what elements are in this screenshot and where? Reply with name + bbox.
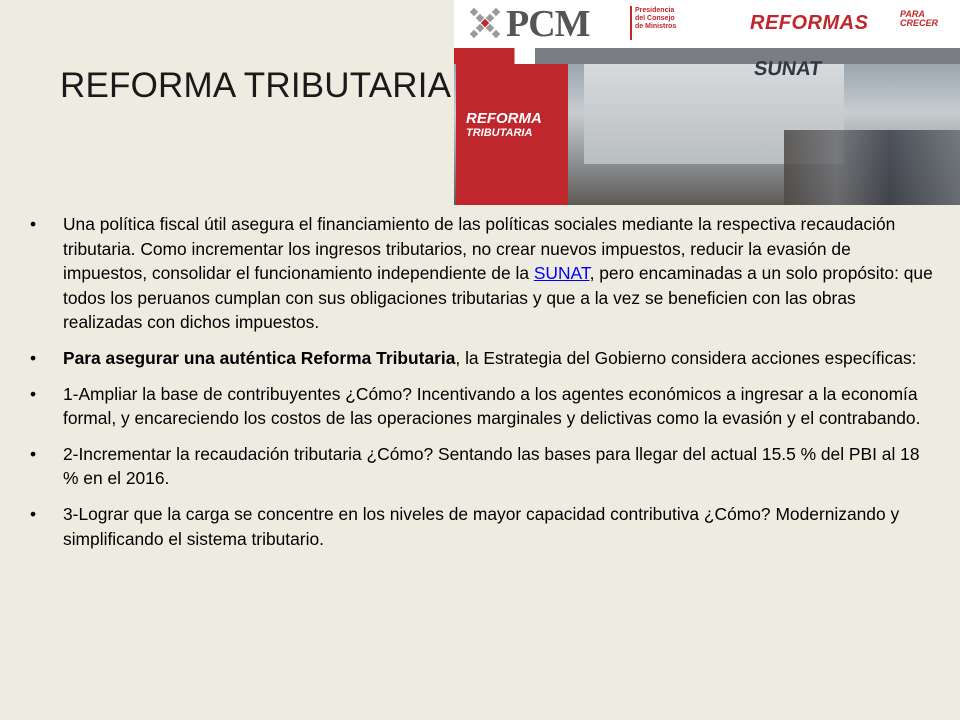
pcm-logo-text: PCM (506, 3, 590, 45)
logo-divider (630, 6, 632, 40)
banner-strip (454, 48, 960, 64)
reforma-panel-text (466, 112, 542, 140)
item-text: , la Estrategia del Gobierno considera acciones específicas: (455, 347, 917, 368)
logo-subtitle-line: Presidencia (635, 7, 675, 14)
para-text: PARA (900, 9, 925, 19)
list-item (30, 382, 935, 431)
panel-line: REFORMA (466, 110, 542, 127)
logo-subtitle-line: del Consejo (635, 15, 675, 22)
item-text: , pero encaminadas a un solo propósito: que todos los peruanos cumplan con sus obligaciones tributarias y que a la vez se beneficien con las obras realizadas con dichos impuestos. (63, 263, 933, 333)
building-sign: SUNAT (752, 58, 824, 80)
logo-subtitle-line: de Ministros (635, 23, 677, 30)
banner-header (454, 0, 960, 49)
item-text: Una política fiscal útil asegura el financiamiento de las políticas sociales mediante la respectiva recaudación tributaria. Como incrementar los ingresos tributarios, no crear nuevos impuestos, reducir la evasión de impuestos, consolidar el funcionamiento independiente de la (63, 214, 896, 284)
slide-title: REFORMA TRIBUTARIA (60, 66, 452, 105)
bullet-icon: • (30, 347, 37, 368)
pcm-logo-subtitle (635, 7, 705, 31)
item-text: 1-Ampliar la base de contribuyentes ¿Cómo? Incentivando a los agentes económicos a ingresar a la economía formal, y encareciendo los costos de las operaciones marginales y delictivas como la evasión y el contrabando. (63, 383, 921, 429)
list-item (30, 442, 935, 491)
pcm-logo-icon (468, 6, 502, 40)
reformas-logo-text: REFORMAS (750, 12, 869, 34)
bullet-icon: • (30, 503, 37, 524)
para-crecer-text (900, 10, 938, 28)
bullet-list-container (30, 212, 935, 562)
item-text: 2-Incrementar la recaudación tributaria ¿Cómo? Sentando las bases para llegar del actual 15.5 % del PBI al 18 % en el 2016. (63, 443, 920, 489)
bullet-list (30, 212, 935, 551)
list-item (30, 346, 935, 371)
bullet-icon: • (30, 214, 37, 234)
bullet-icon: • (30, 383, 37, 404)
list-item (30, 502, 935, 551)
crecer-text: CRECER (900, 18, 939, 28)
sunat-link[interactable]: SUNAT (533, 263, 590, 284)
panel-line: TRIBUTARIA (466, 127, 533, 139)
list-item (30, 212, 935, 335)
people-crowd (784, 130, 960, 205)
item-text: 3-Lograr que la carga se concentre en los niveles de mayor capacidad contributiva ¿Cómo? Modernizando y simplificando el sistema tributario. (63, 503, 900, 549)
bullet-icon: • (30, 443, 37, 464)
item-bold-text: Para asegurar una auténtica Reforma Tributaria (63, 347, 456, 368)
banner-image (454, 0, 960, 205)
